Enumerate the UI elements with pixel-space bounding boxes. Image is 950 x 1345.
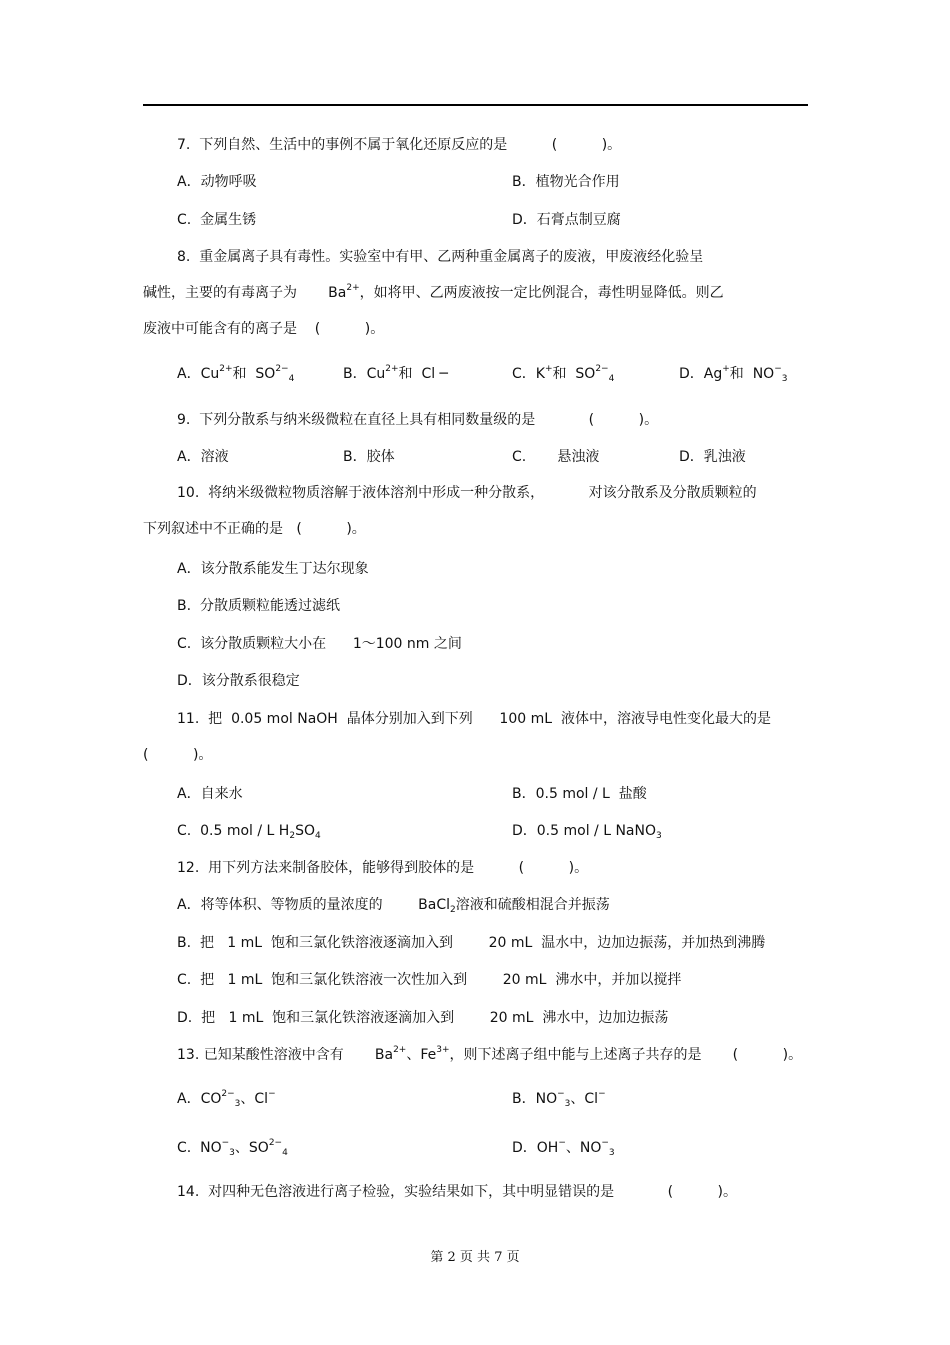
q8-option-a: A．$Cu^{2+}$和 $SO^{2-}_4$ bbox=[177, 364, 295, 384]
q9-option-c: C. 悬浊液 bbox=[512, 449, 600, 465]
q11-option-a: A．自来水 bbox=[177, 786, 243, 802]
q9-option-a: A．溶液 bbox=[177, 449, 229, 465]
q8-line3: 废液中可能含有的离子是 ( )。 bbox=[143, 321, 385, 337]
q7-option-b: B．植物光合作用 bbox=[512, 174, 620, 190]
q8-option-c: C．K+和 $SO^{2-}_4$ bbox=[512, 364, 615, 384]
q13-stem: 13. 已知某酸性溶液中含有 $Ba^{2+}$、$Fe^{3+}$，则下述离子组中能与上述离子共存的是 ( )。 bbox=[177, 1045, 803, 1063]
page-number-footer: 第 2 页 共 7 页 bbox=[430, 1250, 520, 1265]
q8-option-d: D．Ag+和 $NO^-_3$ bbox=[679, 364, 788, 384]
q11-line1: 11. 把 0.05 mol NaOH 晶体分别加入到下列 100 mL 液体中，溶液导电性变化最大的是 bbox=[177, 711, 771, 727]
q9-stem: 9. 下列分散系与纳米级微粒在直径上具有相同数量级的是 ( )。 bbox=[177, 412, 659, 428]
q11-option-b: B．0.5 mol / L 盐酸 bbox=[512, 786, 647, 802]
q7-option-d: D．石膏点制豆腐 bbox=[512, 212, 621, 228]
q13-option-b: B．$NO^-_3$、Cl− bbox=[512, 1089, 606, 1109]
q7-stem: 7. 下列自然、生活中的事例不属于氧化还原反应的是 ( )。 bbox=[177, 137, 622, 153]
q9-option-b: B．胶体 bbox=[343, 449, 395, 465]
q8-option-b: B．$Cu^{2+}$和 Cl ─ bbox=[343, 364, 448, 382]
q12-option-c: C. 把 1 mL 饱和三氯化铁溶液一次性加入到 20 mL 沸水中，并加以搅拌 bbox=[177, 972, 682, 988]
q12-option-b: B. 把 1 mL 饱和三氯化铁溶液逐滴加入到 20 mL 温水中，边加边振荡，并加热到沸腾 bbox=[177, 935, 766, 951]
q13-option-d: D．OH−、$NO^-_3$ bbox=[512, 1138, 615, 1158]
q13-option-c: C. $NO^-_3$、$SO^{2-}_4$ bbox=[177, 1138, 288, 1158]
q11-option-d: D．0.5 mol / L NaNO$_3$ bbox=[512, 823, 662, 841]
q10-option-b: B. 分散质颗粒能透过滤纸 bbox=[177, 598, 340, 614]
q10-option-d: D．该分散系很稳定 bbox=[177, 673, 300, 689]
q12-option-d: D. 把 1 mL 饱和三氯化铁溶液逐滴加入到 20 mL 沸水中，边加边振荡 bbox=[177, 1010, 669, 1026]
header-rule bbox=[143, 104, 808, 106]
q13-option-a: A．$CO^{2-}_3$、Cl− bbox=[177, 1089, 276, 1109]
q12-stem: 12. 用下列方法来制备胶体，能够得到胶体的是 ( )。 bbox=[177, 860, 589, 876]
q10-line2: 下列叙述中不正确的是 ( )。 bbox=[143, 521, 366, 537]
q11-option-c: C. 0.5 mol / L $H_2SO_4$ bbox=[177, 823, 321, 841]
q14-stem: 14. 对四种无色溶液进行离子检验，实验结果如下，其中明显错误的是 ( )。 bbox=[177, 1184, 737, 1200]
q8-line2: 碱性，主要的有毒离子为 $Ba^{2+}$，如将甲、乙两废液按一定比例混合，毒性明显降低。则乙 bbox=[143, 283, 724, 301]
q7-option-c: C. 金属生锈 bbox=[177, 212, 257, 228]
q9-option-d: D．乳浊液 bbox=[679, 449, 746, 465]
q10-option-c: C. 该分散质颗粒大小在 1～100 nm 之间 bbox=[177, 636, 462, 652]
q11-line2: ( )。 bbox=[143, 747, 213, 763]
q10-line1: 10. 将纳米级微粒物质溶解于液体溶剂中形成一种分散系， 对该分散系及分散质颗粒的 bbox=[177, 485, 757, 501]
q7-option-a: A．动物呼吸 bbox=[177, 174, 257, 190]
q8-line1: 8. 重金属离子具有毒性。实验室中有甲、乙两种重金属离子的废液，甲废液经化验呈 bbox=[177, 249, 704, 265]
q12-option-a: A．将等体积、等物质的量浓度的 BaCl$_2$溶液和硫酸相混合并振荡 bbox=[177, 897, 610, 915]
q10-option-a: A．该分散系能发生丁达尔现象 bbox=[177, 561, 369, 577]
